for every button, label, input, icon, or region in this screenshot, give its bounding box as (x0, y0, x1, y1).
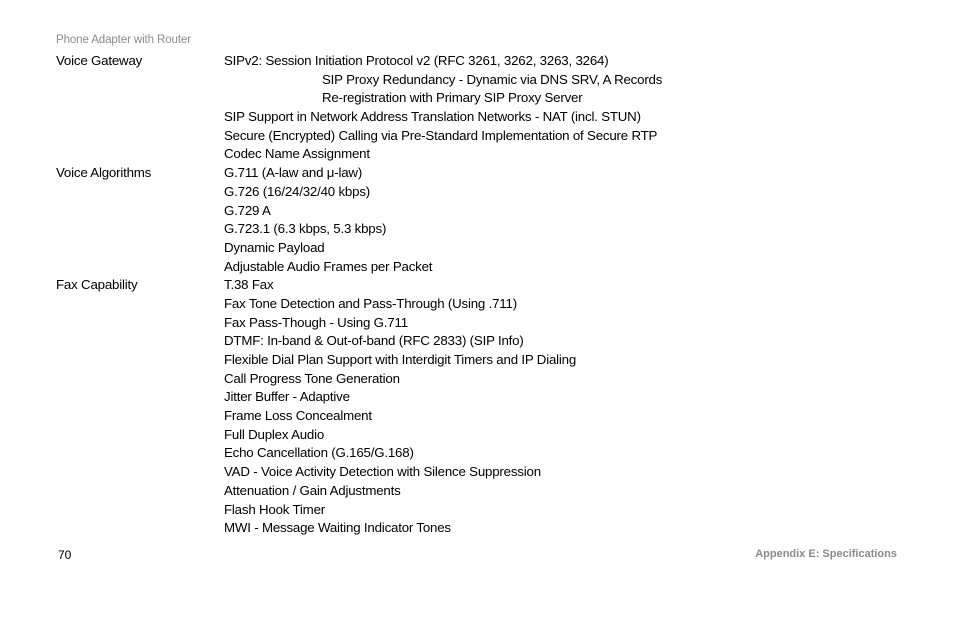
spec-subitem: Re-registration with Primary SIP Proxy Server (322, 90, 583, 106)
specifications-list (56, 52, 916, 538)
spec-item: MWI - Message Waiting Indicator Tones (224, 520, 451, 536)
spec-items (224, 52, 916, 164)
spec-item: Codec Name Assignment (224, 146, 370, 162)
spec-item: G.726 (16/24/32/40 kbps) (224, 183, 370, 199)
spec-item: G.729 A (224, 202, 271, 218)
spec-item: Dynamic Payload (224, 239, 325, 255)
spec-item: Flexible Dial Plan Support with Interdigit Timers and IP Dialing (224, 352, 577, 367)
spec-items (224, 164, 916, 276)
spec-item: T.38 Fax (224, 277, 274, 293)
spec-item: Adjustable Audio Frames per Packet (224, 258, 433, 274)
spec-label: Voice Gateway (56, 53, 143, 68)
spec-row-voice-algorithms (56, 164, 916, 276)
spec-label: Voice Algorithms (56, 165, 152, 181)
spec-item: Call Progress Tone Generation (224, 370, 400, 386)
spec-row-fax-capability (56, 276, 916, 538)
spec-item: Secure (Encrypted) Calling via Pre-Standard Implementation of Secure RTP (224, 127, 658, 143)
spec-item: VAD - Voice Activity Detection with Silence Suppression (224, 464, 541, 480)
spec-item: Fax Pass-Though - Using G.711 (224, 314, 408, 330)
spec-item: Echo Cancellation (G.165/G.168) (224, 445, 414, 461)
spec-item: G.711 (A-law and μ-law) (224, 165, 363, 181)
spec-items (224, 276, 916, 538)
spec-item: Attenuation / Gain Adjustments (224, 482, 401, 498)
spec-item: SIPv2: Session Initiation Protocol v2 (RFC 3261, 3262, 3263, 3264) (224, 53, 609, 68)
spec-item: Full Duplex Audio (224, 426, 325, 442)
spec-item: Fax Tone Detection and Pass-Through (Using .711) (224, 295, 517, 311)
running-header: Phone Adapter with Router (56, 34, 191, 46)
page-number: 70 (58, 548, 72, 562)
spec-item: Jitter Buffer - Adaptive (224, 389, 350, 405)
spec-label: Fax Capability (56, 277, 138, 293)
spec-item: Flash Hook Timer (224, 501, 325, 517)
spec-item: SIP Support in Network Address Translation Networks - NAT (incl. STUN) (224, 109, 641, 125)
spec-subitem: SIP Proxy Redundancy - Dynamic via DNS SRV, A Records (322, 71, 663, 87)
spec-item: Frame Loss Concealment (224, 408, 372, 424)
spec-item: DTMF: In-band & Out-of-band (RFC 2833) (SIP Info) (224, 333, 524, 349)
spec-item: G.723.1 (6.3 kbps, 5.3 kbps) (224, 221, 387, 237)
footer-section-title: Appendix E: Specifications (755, 548, 897, 560)
spec-row-voice-gateway (56, 52, 916, 164)
